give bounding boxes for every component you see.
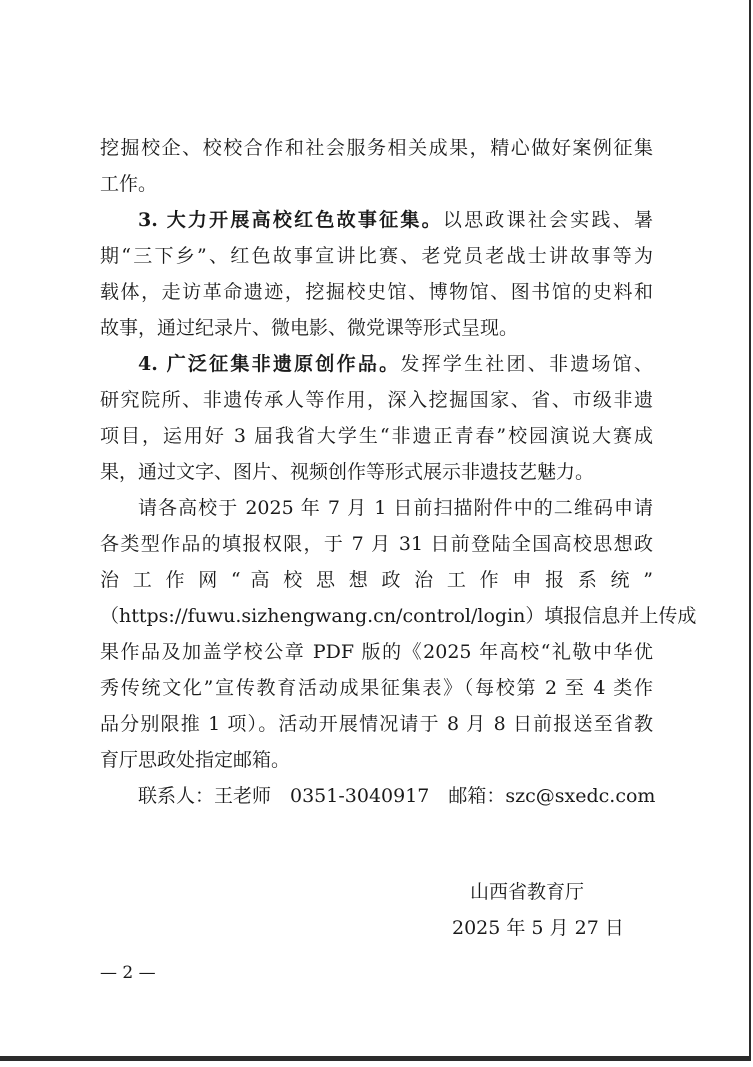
body-text: 发挥学生社团、非遗场馆、 [400, 353, 653, 375]
body-line: 故事，通过纪录片、微电影、微党课等形式呈现。 [100, 317, 519, 339]
paragraph-4-first-line [138, 352, 653, 376]
body-line: 研究院所、非遗传承人等作用，深入挖掘国家、省、市级非遗 [100, 389, 653, 411]
body-line: 治 工 作 网 “ 高 校 思 想 政 治 工 作 申 报 系 统 ” [100, 569, 653, 591]
body-line: 果作品及加盖学校公章 PDF 版的《2025 年高校“礼敬中华优 [100, 641, 653, 663]
paragraph-3-first-line [138, 208, 653, 232]
body-line: 各类型作品的填报权限，于 7 月 31 日前登陆全国高校思想政 [100, 533, 653, 555]
body-line: 期“三下乡”、红色故事宣讲比赛、老党员老战士讲故事等为 [100, 245, 653, 267]
body-line: 果，通过文字、图片、视频创作等形式展示非遗技艺魅力。 [100, 461, 595, 483]
issue-date: 2025 年 5 月 27 日 [452, 917, 624, 939]
body-line: 工作。 [100, 173, 158, 195]
page-number: — 2 — [100, 963, 156, 983]
body-line: 品分别限推 1 项）。活动开展情况请于 8 月 8 日前报送至省教 [100, 713, 653, 735]
body-line: 项目，运用好 3 届我省大学生“非遗正青春”校园演说大赛成 [100, 425, 653, 447]
issuing-organization: 山西省教育厅 [470, 881, 585, 903]
contact-line: 联系人：王老师 0351-3040917 邮箱：szc@sxedc.com [138, 785, 656, 807]
body-line-url: （https://fuwu.sizhengwang.cn/control/login）填报信息并上传成 [100, 605, 697, 627]
section-heading-4: 4. 广泛征集非遗原创作品。 [138, 353, 401, 375]
body-text: 以思政课社会实践、暑 [442, 209, 653, 231]
body-line: 挖掘校企、校校合作和社会服务相关成果，精心做好案例征集 [100, 137, 653, 159]
body-line: 育厅思政处指定邮箱。 [100, 749, 291, 771]
body-line: 秀传统文化”宣传教育活动成果征集表》（每校第 2 至 4 类作 [100, 677, 653, 699]
section-heading-3: 3. 大力开展高校红色故事征集。 [138, 209, 443, 231]
body-line: 载体，走访革命遗迹，挖掘校史馆、博物馆、图书馆的史料和 [100, 281, 653, 303]
body-line: 请各高校于 2025 年 7 月 1 日前扫描附件中的二维码申请 [138, 497, 653, 519]
